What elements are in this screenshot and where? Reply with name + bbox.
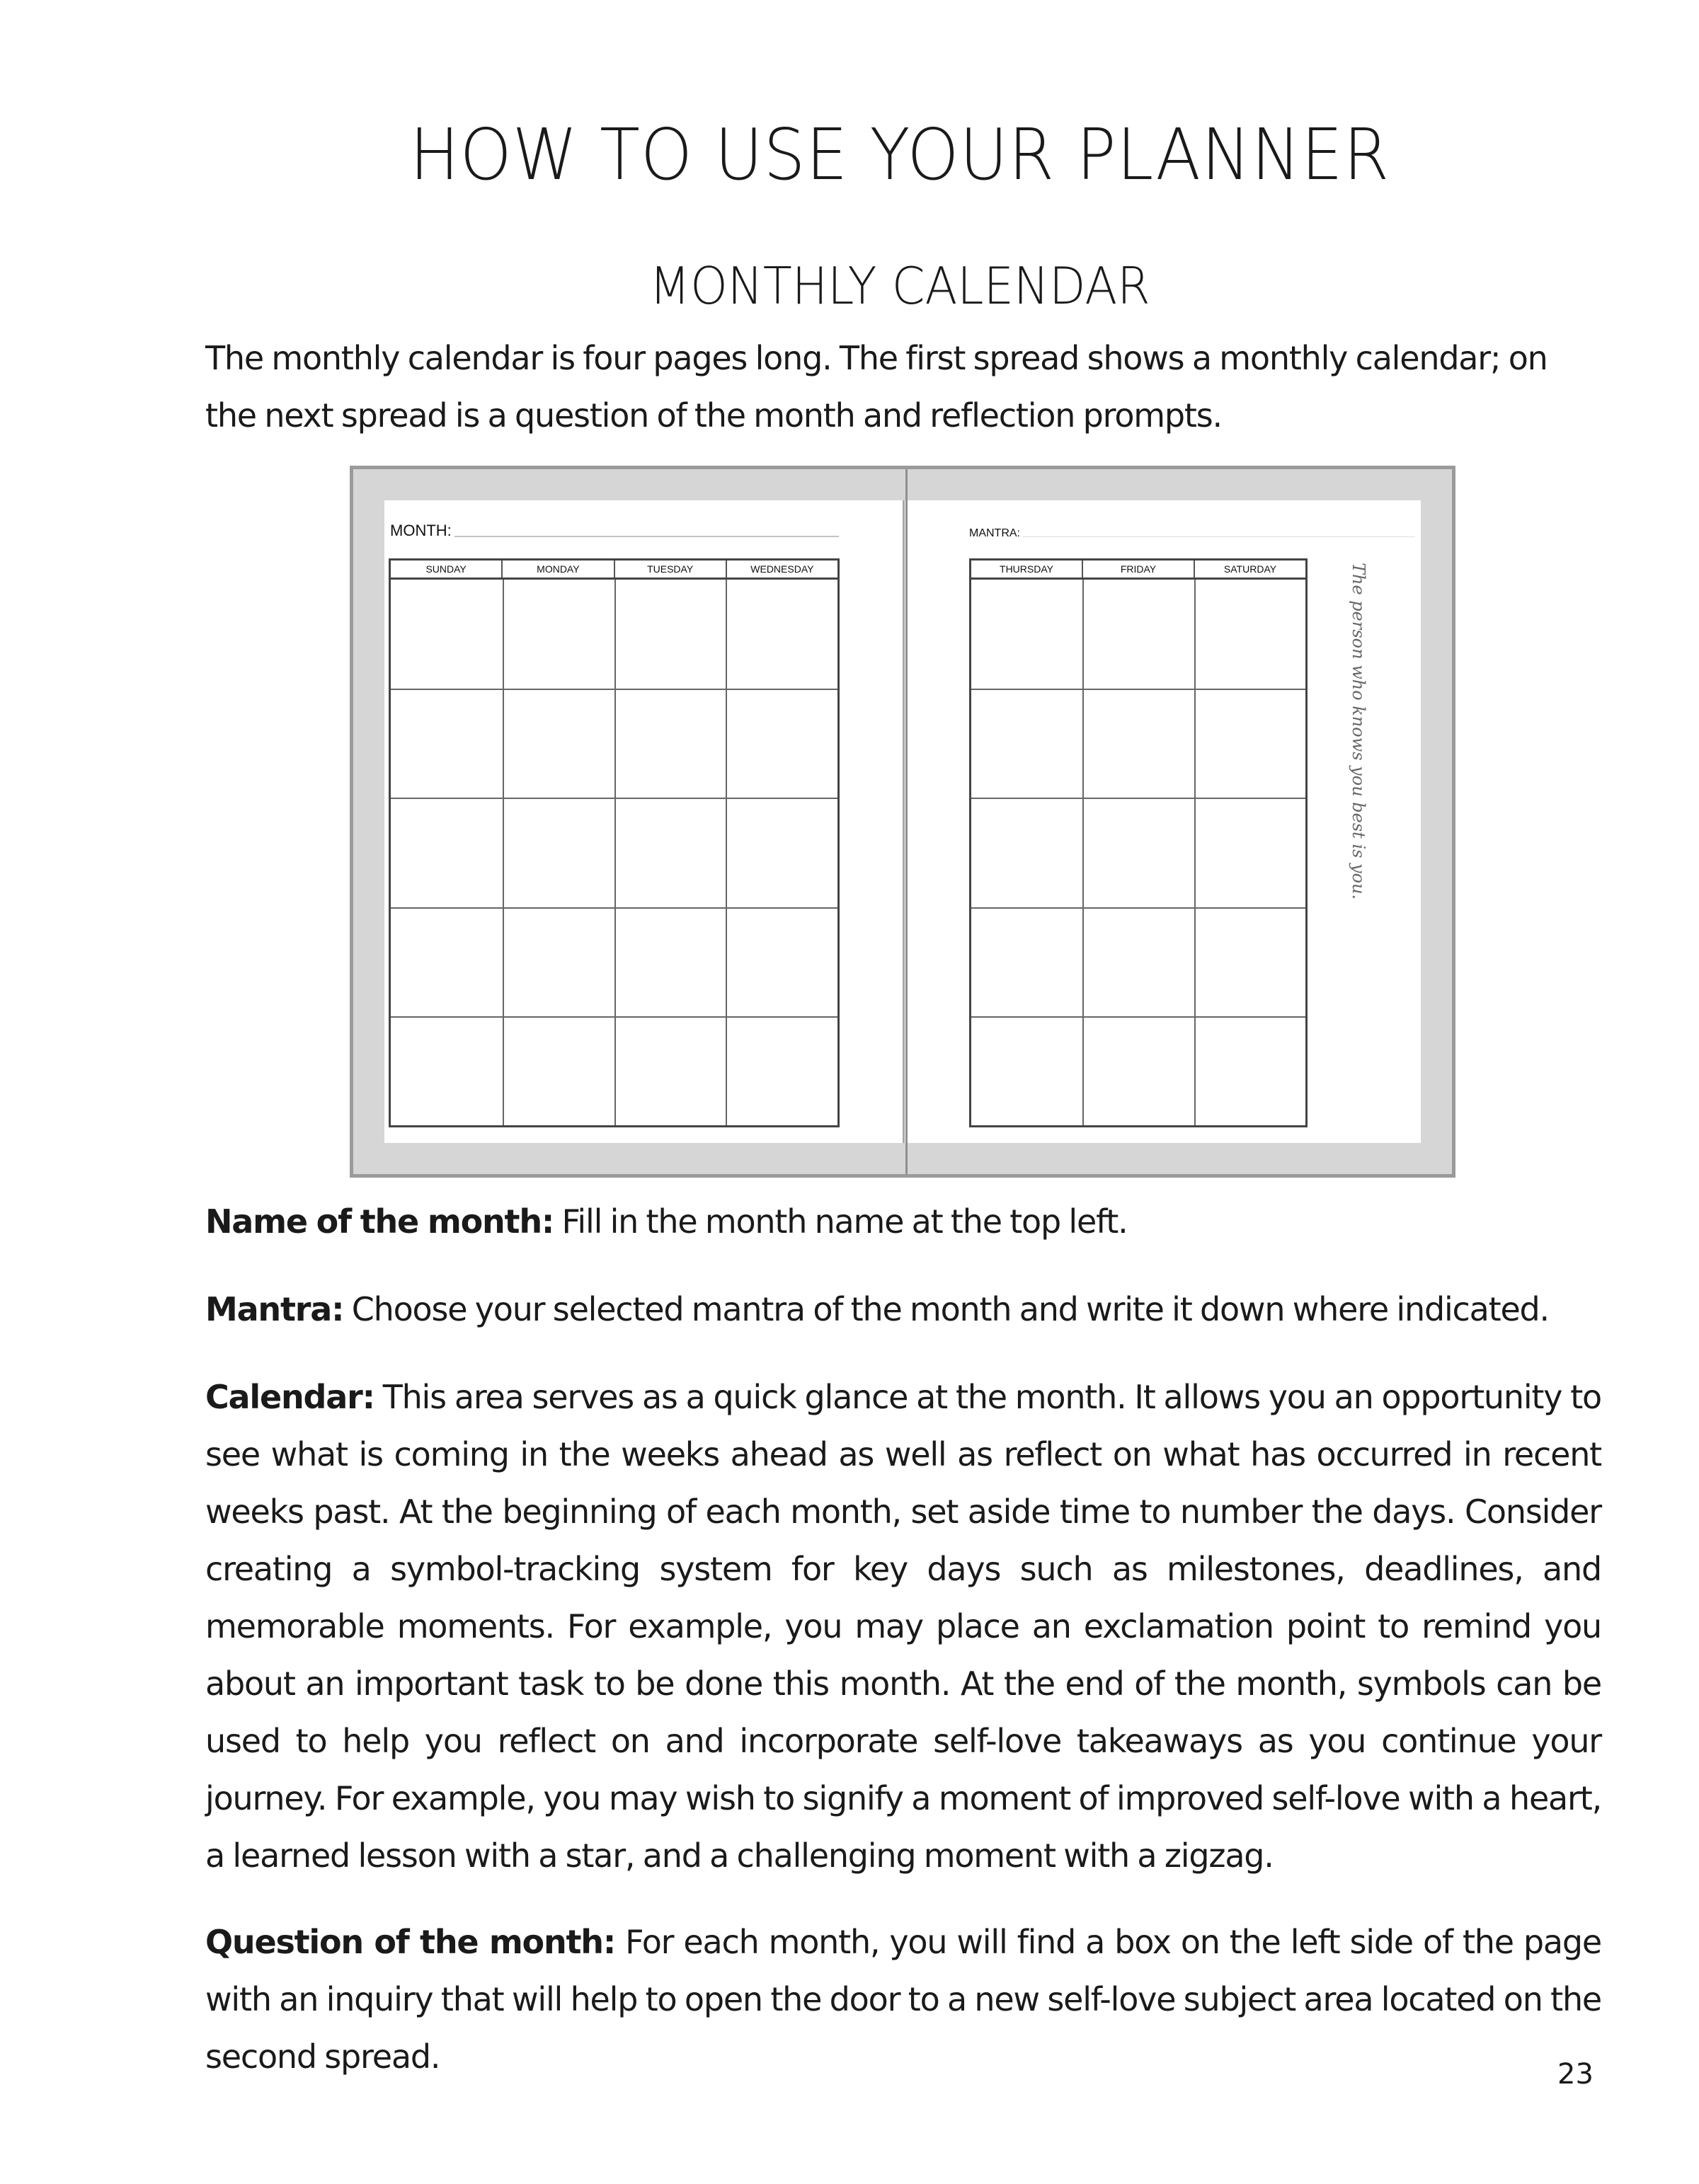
day-cell <box>614 689 726 798</box>
mantra-write-line <box>1023 536 1415 537</box>
day-cell <box>971 689 1082 798</box>
day-cell <box>1194 689 1305 798</box>
day-header: FRIDAY <box>1082 561 1194 577</box>
day-cell <box>726 907 837 1016</box>
day-cell <box>971 907 1082 1016</box>
section-text: Fill in the month name at the top left. <box>554 1202 1128 1241</box>
mantra-label: MANTRA: <box>969 527 1020 539</box>
day-header: THURSDAY <box>1000 563 1053 575</box>
day-cell <box>1194 580 1305 689</box>
section-term: Mantra: <box>205 1290 344 1328</box>
day-cell <box>503 580 614 689</box>
section-question-of-month <box>205 1914 1601 2086</box>
day-cell <box>503 907 614 1016</box>
day-header: MONDAY <box>501 561 613 577</box>
day-cell <box>726 580 837 689</box>
day-cell <box>503 1016 614 1125</box>
calendar-header-left <box>391 561 837 580</box>
intro-paragraph: The monthly calendar is four pages long. The first spread shows a monthly calendar; on the next spread is a question of the month and reflection prompts. <box>205 339 1548 435</box>
day-cell <box>1082 798 1194 907</box>
day-cell <box>503 798 614 907</box>
day-cell <box>614 907 726 1016</box>
section-term: Question of the month: <box>205 1923 616 1961</box>
day-header: SATURDAY <box>1194 561 1305 577</box>
spread-pages <box>384 500 1421 1143</box>
day-cell <box>1082 580 1194 689</box>
section-calendar <box>205 1369 1601 1885</box>
section-name-of-month <box>205 1193 1601 1251</box>
day-cell <box>391 907 503 1016</box>
day-cell <box>726 1016 837 1125</box>
day-cell <box>391 1016 503 1125</box>
day-cell <box>503 689 614 798</box>
day-cell <box>391 798 503 907</box>
planner-spread-illustration <box>350 466 1455 1178</box>
day-cell <box>1194 907 1305 1016</box>
day-cell <box>1194 1016 1305 1125</box>
section-text: Choose your selected mantra of the month and write it down where indicated. <box>343 1290 1549 1328</box>
calendar-header-right <box>971 561 1305 580</box>
day-header: TUESDAY <box>614 561 726 577</box>
calendar-cells-right <box>971 580 1305 1125</box>
day-cell <box>614 1016 726 1125</box>
spine-divider <box>903 500 905 1143</box>
section-term: Calendar: <box>205 1378 374 1416</box>
day-cell <box>971 580 1082 689</box>
day-cell <box>391 580 503 689</box>
month-write-line <box>454 536 839 537</box>
day-cell <box>391 689 503 798</box>
day-cell <box>1082 907 1194 1016</box>
calendar-grid-left <box>389 558 840 1127</box>
mantra-label-line <box>969 524 1415 540</box>
section-text: For each month, you will find a box on the left side of the page with an inquiry that will help to open the door to a new self-love subject area located on the second spread. <box>205 1923 1601 2076</box>
month-label: MONTH: <box>390 522 452 539</box>
section-mantra <box>205 1281 1601 1338</box>
day-header: SUNDAY <box>425 563 467 575</box>
spread-spine <box>905 469 908 1174</box>
vertical-quote: The person who knows you best is you. <box>1349 563 1368 900</box>
day-cell <box>971 798 1082 907</box>
day-header: WEDNESDAY <box>726 561 837 577</box>
day-cell <box>1082 689 1194 798</box>
section-title: MONTHLY CALENDAR <box>649 256 1150 316</box>
day-cell <box>726 689 837 798</box>
day-cell <box>1082 1016 1194 1125</box>
page-title: HOW TO USE YOUR PLANNER <box>409 113 1390 196</box>
day-cell <box>726 798 837 907</box>
section-term: Name of the month: <box>205 1202 554 1241</box>
day-cell <box>614 798 726 907</box>
day-cell <box>971 1016 1082 1125</box>
day-cell <box>1194 798 1305 907</box>
calendar-cells-left <box>391 580 837 1125</box>
page-number: 23 <box>1557 2058 1594 2091</box>
calendar-grid-right <box>969 558 1308 1127</box>
month-label-line <box>390 522 839 540</box>
day-cell <box>614 580 726 689</box>
section-text: This area serves as a quick glance at the month. It allows you an opportunity to see what is coming in the weeks ahead as well as reflect on what has occurred in recent weeks past. At the beginning of each month, set aside time to number the days. Consider creating a symbol-tracking system for key days such as milestones, deadlines, and memorable moments. For example, you may place an exclamation point to remind you about an important task to be done this month. At the end of the month, symbols can be used to help you reflect on and incorporate self-love takeaways as you continue your journey. For example, you may wish to signify a moment of improved self-love with a heart, a learned lesson with a star, and a challenging moment with a zigzag. <box>205 1378 1601 1875</box>
